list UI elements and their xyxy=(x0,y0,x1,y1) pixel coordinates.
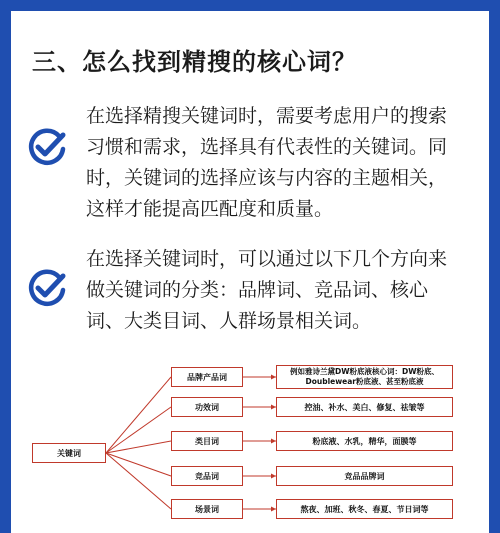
detail-brand-product: 例如雅诗兰黛DW粉底液核心词：DW粉底、Doublewear粉底液、甚至粉底液 xyxy=(276,365,453,389)
branch-competitor: 竞品词 xyxy=(171,466,243,486)
branch-brand-product: 品牌产品词 xyxy=(171,367,243,387)
branch-scenario: 场景词 xyxy=(171,499,243,519)
page-title: 三、怎么找到精搜的核心词？ xyxy=(32,48,357,76)
connector-line xyxy=(106,453,171,509)
connector-line xyxy=(106,453,171,476)
detail-scenario: 熬夜、加班、秋冬、春夏、节日词等 xyxy=(276,499,453,519)
paragraph-keyword-selection: 在选择精搜关键词时，需要考虑用户的搜索习惯和需求，选择具有代表性的关键词。同时，关键词的选择应该与内容的主题相关，这样才能提高匹配度和质量。 xyxy=(86,105,448,220)
branch-category: 类目词 xyxy=(171,431,243,451)
detail-category: 粉底液、水乳，精华，面膜等 xyxy=(276,431,453,451)
detail-efficacy: 控油、补水、美白、修复、祛皱等 xyxy=(276,397,453,417)
connector-line xyxy=(106,407,171,453)
detail-competitor: 竞品品牌词 xyxy=(276,466,453,486)
connector-line xyxy=(106,441,171,453)
diagram-root-keyword: 关键词 xyxy=(32,443,106,463)
connector-line xyxy=(106,377,171,453)
branch-efficacy: 功效词 xyxy=(171,397,243,417)
paragraph-keyword-categories: 在选择关键词时，可以通过以下几个方向来做关键词的分类：品牌词、竞品词、核心词、大类目词、人群场景相关词。 xyxy=(86,248,448,332)
